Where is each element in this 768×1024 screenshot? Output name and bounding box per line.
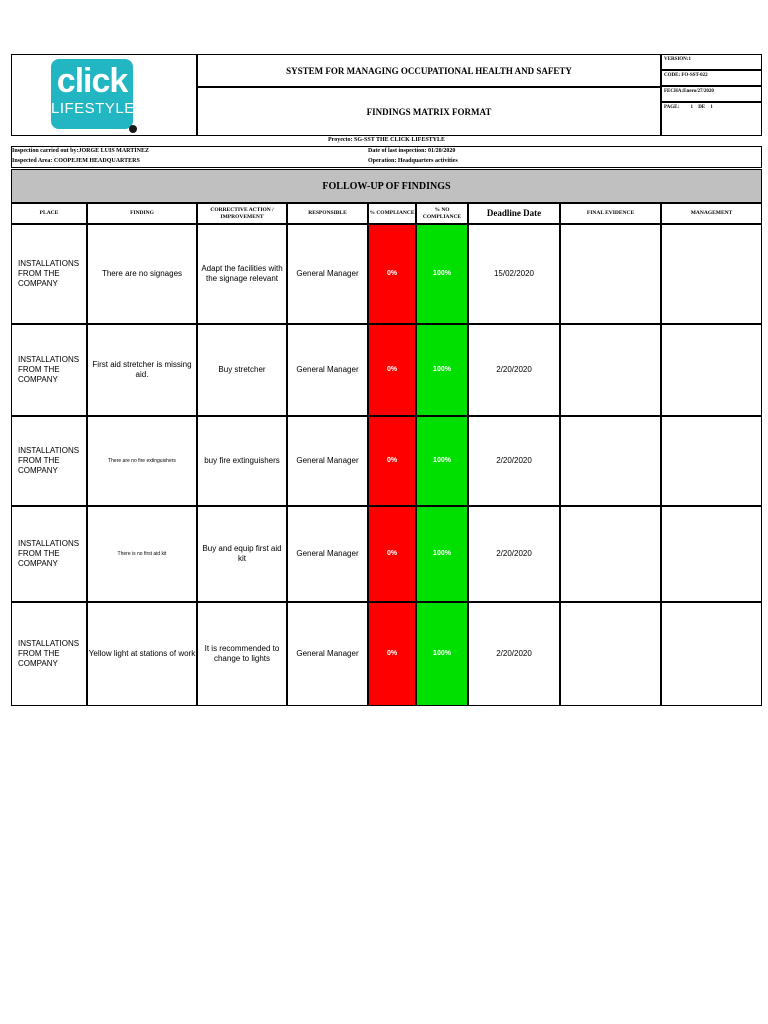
row-2-management: [661, 324, 762, 416]
row-4-corrective: Buy and equip first aid kit: [197, 506, 287, 602]
row-4-management: [661, 506, 762, 602]
row-4-no-compliance: 100%: [416, 506, 468, 602]
row-3-finding: There are no fire extinguishers: [87, 416, 197, 506]
project-name: Proyecto: SG-SST THE CLICK LIFESTYLE: [327, 137, 446, 143]
row-2-compliance: 0%: [368, 324, 416, 416]
row-3-compliance: 0%: [368, 416, 416, 506]
company-logo: [51, 59, 133, 129]
row-4-deadline: 2/20/2020: [468, 506, 560, 602]
page-number: 1: [690, 105, 693, 110]
col-place: PLACE: [11, 203, 87, 224]
col-evidence: FINAL EVIDENCE: [560, 203, 661, 224]
operation: Operation: Headquarters activities: [368, 158, 458, 164]
row-1-place: INSTALLATIONS FROM THE COMPANY: [11, 224, 87, 324]
row-5-deadline: 2/20/2020: [468, 602, 560, 706]
row-3-deadline: 2/20/2020: [468, 416, 560, 506]
section-title: FOLLOW-UP OF FINDINGS: [11, 169, 762, 203]
row-5-compliance: 0%: [368, 602, 416, 706]
row-3-responsible: General Manager: [287, 416, 368, 506]
logo-text: click: [56, 62, 128, 100]
col-corrective: CORRECTIVE ACTION / IMPROVEMENT: [197, 203, 287, 224]
row-1-management: [661, 224, 762, 324]
logo-dot-icon: [129, 125, 137, 133]
row-4-place: INSTALLATIONS FROM THE COMPANY: [11, 506, 87, 602]
row-1-corrective: Adapt the facilities with the signage relevant: [197, 224, 287, 324]
row-4-compliance: 0%: [368, 506, 416, 602]
row-5-corrective: It is recommended to change to lights: [197, 602, 287, 706]
row-3-evidence: [560, 416, 661, 506]
version-label: VERSION:1: [661, 54, 762, 70]
row-3-place: INSTALLATIONS FROM THE COMPANY: [11, 416, 87, 506]
row-5-no-compliance: 100%: [416, 602, 468, 706]
inspection-by: Inspection carried out by:JORGE LUIS MARTÍNEZ: [12, 148, 149, 154]
col-deadline: Deadline Date: [468, 203, 560, 224]
last-inspection-date: Date of last inspection: 01/20/2020: [368, 148, 456, 154]
row-5-place: INSTALLATIONS FROM THE COMPANY: [11, 602, 87, 706]
logo-subtext: LIFESTYLE: [51, 100, 135, 117]
row-1-evidence: [560, 224, 661, 324]
page-de: DE: [698, 105, 706, 110]
row-5-management: [661, 602, 762, 706]
row-2-no-compliance: 100%: [416, 324, 468, 416]
row-2-evidence: [560, 324, 661, 416]
row-5-evidence: [560, 602, 661, 706]
row-1-compliance: 0%: [368, 224, 416, 324]
row-4-evidence: [560, 506, 661, 602]
row-2-finding: First aid stretcher is missing aid.: [87, 324, 197, 416]
row-5-responsible: General Manager: [287, 602, 368, 706]
date-label: FECHA:Enero/27/2020: [661, 86, 762, 102]
system-title: SYSTEM FOR MANAGING OCCUPATIONAL HEALTH AND SAFETY: [197, 54, 661, 87]
logo-cell: [11, 54, 197, 136]
row-4-responsible: General Manager: [287, 506, 368, 602]
row-1-responsible: General Manager: [287, 224, 368, 324]
code-label: CODE: FO-SST-022: [661, 70, 762, 86]
page-total: 1: [710, 105, 713, 110]
row-1-no-compliance: 100%: [416, 224, 468, 324]
col-finding: FINDING: [87, 203, 197, 224]
inspected-area: Inspected Area: COOPEJEM HEADQUARTERS: [12, 158, 140, 164]
row-3-management: [661, 416, 762, 506]
page-label: [661, 102, 762, 136]
col-no-compliance: % NO COMPLIANCE: [416, 203, 468, 224]
col-management: MANAGEMENT: [661, 203, 762, 224]
row-1-finding: There are no signages: [87, 224, 197, 324]
col-compliance: % COMPLIANCE: [368, 203, 416, 224]
row-4-finding: There is no first aid kit: [87, 506, 197, 602]
col-responsible: RESPONSIBLE: [287, 203, 368, 224]
row-3-no-compliance: 100%: [416, 416, 468, 506]
row-2-place: INSTALLATIONS FROM THE COMPANY: [11, 324, 87, 416]
row-2-responsible: General Manager: [287, 324, 368, 416]
row-1-deadline: 15/02/2020: [468, 224, 560, 324]
row-2-corrective: Buy stretcher: [197, 324, 287, 416]
format-title: FINDINGS MATRIX FORMAT: [197, 87, 661, 136]
page-label-text: PAGE:: [664, 105, 680, 110]
row-5-finding: Yellow light at stations of work: [87, 602, 197, 706]
row-3-corrective: buy fire extinguishers: [197, 416, 287, 506]
row-2-deadline: 2/20/2020: [468, 324, 560, 416]
